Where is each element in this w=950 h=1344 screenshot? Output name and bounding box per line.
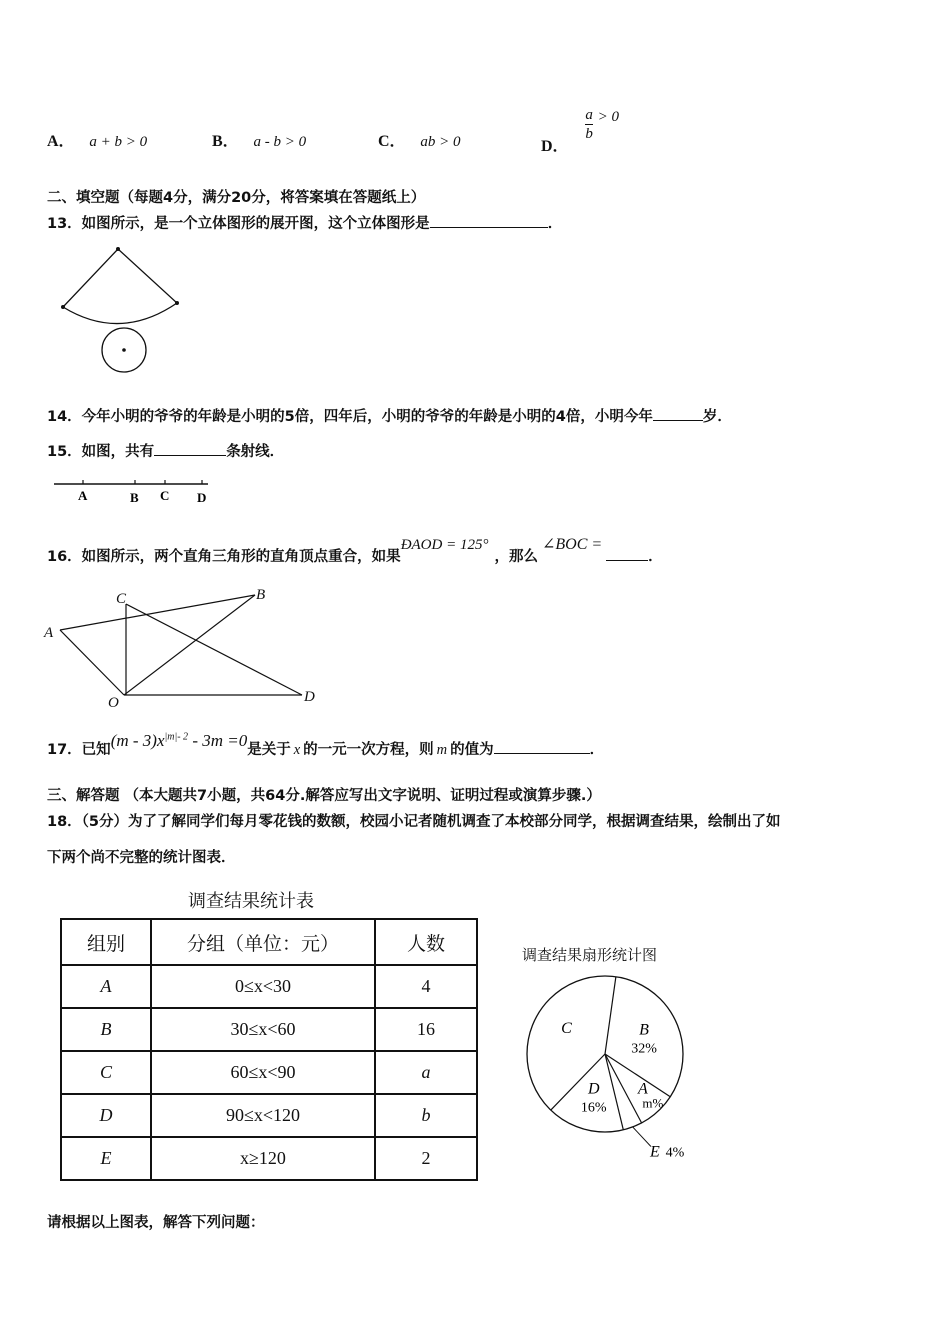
answer-blank[interactable] bbox=[653, 406, 703, 421]
answer-blank[interactable] bbox=[430, 213, 548, 228]
option-c: C． ab > 0 bbox=[378, 133, 461, 150]
pie-value-e: 4% bbox=[665, 1145, 685, 1161]
sector-shape bbox=[63, 249, 177, 324]
option-a: A． a + b > 0 bbox=[47, 133, 148, 150]
pie-slice-boundary bbox=[605, 1054, 642, 1123]
point-label-b: B bbox=[256, 587, 266, 603]
header-range: 分组（单位：元） bbox=[151, 919, 375, 965]
fraction-a-over-b: $\frac{a}{b}$ bbox=[585, 107, 593, 142]
point-label-d: D bbox=[304, 689, 315, 705]
table-row: A 0≤x<30 4 bbox=[61, 965, 477, 1008]
table-row: D 90≤x<120 b bbox=[61, 1094, 477, 1137]
q18-line2: 下两个尚不完整的统计图表． bbox=[47, 850, 236, 866]
point-label-a: A bbox=[44, 625, 54, 641]
segment-ao bbox=[60, 630, 124, 695]
pie-label-c: C bbox=[561, 1020, 572, 1038]
pie-slice-boundary bbox=[605, 977, 616, 1054]
point-label-a: A bbox=[78, 488, 88, 503]
ray-line-figure bbox=[50, 476, 220, 508]
pie-label-b: B bbox=[639, 1021, 649, 1039]
pie-label-e: E bbox=[650, 1143, 660, 1161]
pie-label-a: A bbox=[637, 1080, 648, 1098]
pie-chart bbox=[515, 968, 725, 1161]
section2-title: 二、填空题（每题4分，满分20分，将答案填在答题纸上） bbox=[47, 190, 426, 206]
vertex-dot bbox=[61, 305, 65, 309]
q17: 17．已知$(m - 3)x^{|m|- 2} - 3m =0$是关于 x 的一元一次方程，则 m 的值为 ． bbox=[47, 731, 605, 758]
circle-center-dot bbox=[122, 348, 126, 352]
point-label-b: B bbox=[130, 490, 139, 505]
option-b: B． a - b > 0 bbox=[212, 133, 307, 150]
q16: 16．如图所示，两个直角三角形的直角顶点重合，如果ÐAOD = 125°，那么∠BOC =． bbox=[47, 536, 663, 565]
segment-cd bbox=[126, 604, 302, 695]
pie-value-a: m% bbox=[642, 1095, 664, 1111]
statistics-table bbox=[60, 918, 478, 1181]
answer-blank[interactable] bbox=[606, 546, 648, 561]
cone-net-figure bbox=[55, 242, 185, 374]
point-label-d: D bbox=[197, 490, 207, 505]
vertex-dot bbox=[175, 301, 179, 305]
section3-title: 三、解答题 （本大题共7小题，共64分.解答应写出文字说明、证明过程或演算步骤.） bbox=[47, 788, 601, 804]
closing-text: 请根据以上图表，解答下列问题： bbox=[47, 1215, 265, 1231]
pie-value-d: 16% bbox=[580, 1100, 607, 1116]
answer-blank[interactable] bbox=[154, 441, 226, 456]
pie-slice-boundary bbox=[605, 1054, 623, 1130]
equation: $(m - 3)x^{|m|- 2} - 3m =0$ bbox=[110, 731, 248, 750]
point-label-c: C bbox=[116, 591, 127, 607]
segment-ab bbox=[60, 595, 255, 630]
pie-chart-title: 调查结果扇形统计图 bbox=[522, 946, 658, 964]
table-row: E x≥120 2 bbox=[61, 1137, 477, 1180]
table-title: 调查结果统计表 bbox=[188, 891, 314, 912]
point-label-c: C bbox=[160, 488, 170, 503]
pie-label-d: D bbox=[587, 1080, 600, 1098]
q18-line1: 18．（5分）为了了解同学们每月零花钱的数额，校园小记者随机调查了本校部分同学，根据调查结果，绘制出了如 bbox=[47, 814, 781, 830]
point-label-o: O bbox=[108, 695, 119, 711]
option-d: D． $\frac{a}{b}$ > 0 bbox=[541, 107, 619, 155]
table-row: C 60≤x<90 a bbox=[61, 1051, 477, 1094]
vertex-dot bbox=[116, 247, 120, 251]
pie-value-b: 32% bbox=[631, 1041, 657, 1057]
pie-leader-line bbox=[633, 1127, 651, 1147]
header-group: 组别 bbox=[61, 919, 151, 965]
q13: 13．如图所示，是一个立体图形的展开图，这个立体图形是 ． bbox=[47, 212, 562, 233]
q14: 14．今年小明的爷爷的年龄是小明的5倍，四年后，小明的爷爷的年龄是小明的4倍，小明今年 岁． bbox=[47, 405, 732, 426]
q15: 15．如图，共有 条射线． bbox=[47, 440, 284, 461]
header-count: 人数 bbox=[375, 919, 477, 965]
table-row: B 30≤x<60 16 bbox=[61, 1008, 477, 1051]
right-triangles-figure bbox=[42, 584, 332, 712]
table-header-row bbox=[61, 919, 477, 965]
answer-blank[interactable] bbox=[494, 739, 590, 754]
segment-ob bbox=[124, 595, 255, 695]
